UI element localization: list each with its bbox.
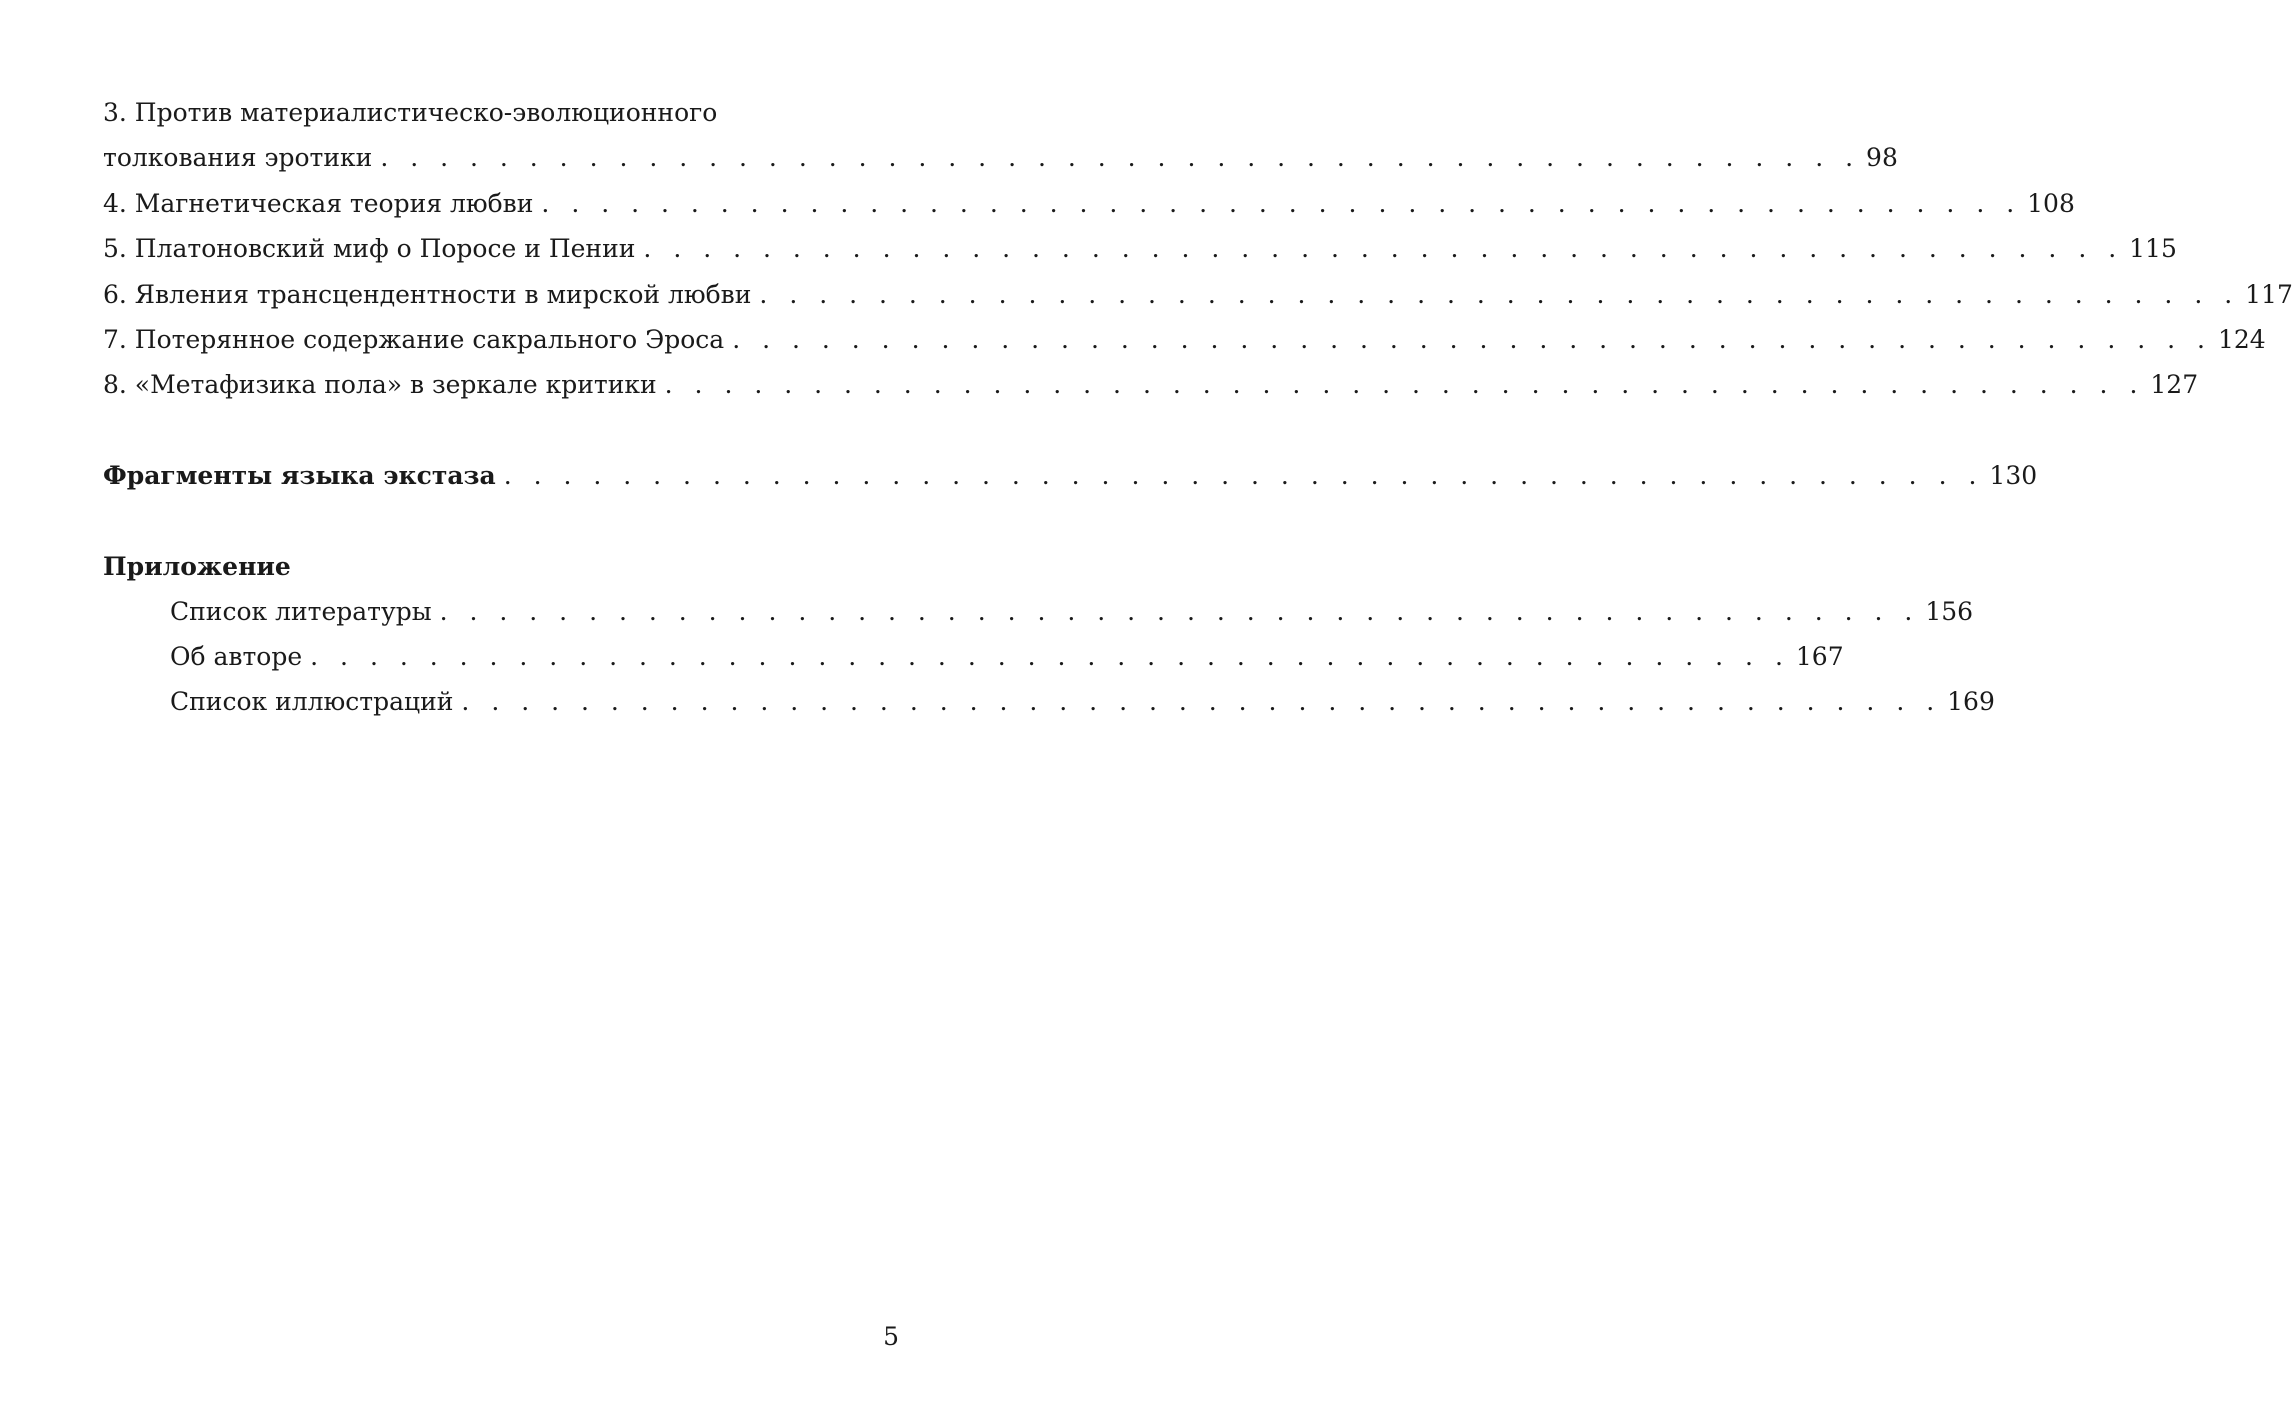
toc-entry-title: Список литературы xyxy=(170,597,432,626)
toc-entry-3 xyxy=(103,138,1898,178)
toc-entry-3-line-1: 3. Против материалистическо-эволюционного xyxy=(103,98,718,127)
toc-entry-title: 8. «Метафизика пола» в зеркале критики xyxy=(103,370,657,399)
dot-leader: . . . . . . . . . . . . . . . . . . . . . . . . . . . . . . . . . . . . . . . . . . . . . . . . . . xyxy=(732,325,2212,354)
appendix-item-illustrations xyxy=(170,682,1995,722)
toc-entry-7 xyxy=(103,320,2266,360)
toc-entry-title: 7. Потерянное содержание сакрального Эроса xyxy=(103,325,725,354)
dot-leader: . . . . . . . . . . . . . . . . . . . . . . . . . . . . . . . . . . . . . . . . . . . . . . . . . . xyxy=(461,687,1942,716)
dot-leader: . . . . . . . . . . . . . . . . . . . . . . . . . . . . . . . . . . . . . . . . . . . . . . . . . . xyxy=(541,189,2022,218)
toc-page-number: 117 xyxy=(2245,280,2293,309)
toc-entry-8 xyxy=(103,365,2199,405)
toc-entry-title: толкования эротики xyxy=(103,143,373,172)
toc-page-number: 124 xyxy=(2217,325,2266,354)
toc-fragments xyxy=(103,456,2038,496)
toc-page-number: 156 xyxy=(1925,597,1974,626)
dot-leader: . . . . . . . . . . . . . . . . . . . . . . . . . . . . . . . . . . . . . . . . . . . . . . . . . . xyxy=(310,642,1790,671)
toc-entry-title: Список иллюстраций xyxy=(170,687,454,716)
toc-entry-5 xyxy=(103,229,2177,269)
toc-page-number: 98 xyxy=(1866,143,1898,172)
toc-entry-title: Об авторе xyxy=(170,642,303,671)
dot-leader: . . . . . . . . . . . . . . . . . . . . . . . . . . . . . . . . . . . . . . . . . . . . . . . . . . xyxy=(759,280,2240,309)
toc-page-number: 169 xyxy=(1947,687,1995,716)
toc-page-number: 167 xyxy=(1795,642,1844,671)
dot-leader: . . . . . . . . . . . . . . . . . . . . . . . . . . . . . . . . . . . . . . . . . . . . . . . . . . xyxy=(664,370,2145,399)
dot-leader: . . . . . . . . . . . . . . . . . . . . . . . . . . . . . . . . . . . . . . . . . . . . . . . . . . xyxy=(503,461,1984,490)
toc-entry-title: 6. Явления трансцендентности в мирской любви xyxy=(103,280,752,309)
page-number: 5 xyxy=(883,1322,899,1351)
appendix-item-bibliography xyxy=(170,592,1974,632)
appendix-heading: Приложение xyxy=(103,552,291,581)
dot-leader: . . . . . . . . . . . . . . . . . . . . . . . . . . . . . . . . . . . . . . . . . . . . . . . . . . xyxy=(380,143,1861,172)
toc-fragments-title: Фрагменты языка экстаза xyxy=(103,461,496,490)
toc-page-number: 115 xyxy=(2129,234,2177,263)
toc-entry-6 xyxy=(103,275,2293,315)
toc-entry-title: 4. Магнетическая теория любви xyxy=(103,189,534,218)
toc-entry-title: 5. Платоновский миф о Поросе и Пении xyxy=(103,234,636,263)
dot-leader: . . . . . . . . . . . . . . . . . . . . . . . . . . . . . . . . . . . . . . . . . . . . . . . . . . xyxy=(643,234,2124,263)
toc-page-number: 130 xyxy=(1989,461,2038,490)
dot-leader: . . . . . . . . . . . . . . . . . . . . . . . . . . . . . . . . . . . . . . . . . . . . . . . . . . xyxy=(439,597,1920,626)
toc-entry-4 xyxy=(103,184,2075,224)
toc-page-number: 127 xyxy=(2150,370,2199,399)
toc-page-number: 108 xyxy=(2027,189,2075,218)
appendix-item-author xyxy=(170,637,1844,677)
